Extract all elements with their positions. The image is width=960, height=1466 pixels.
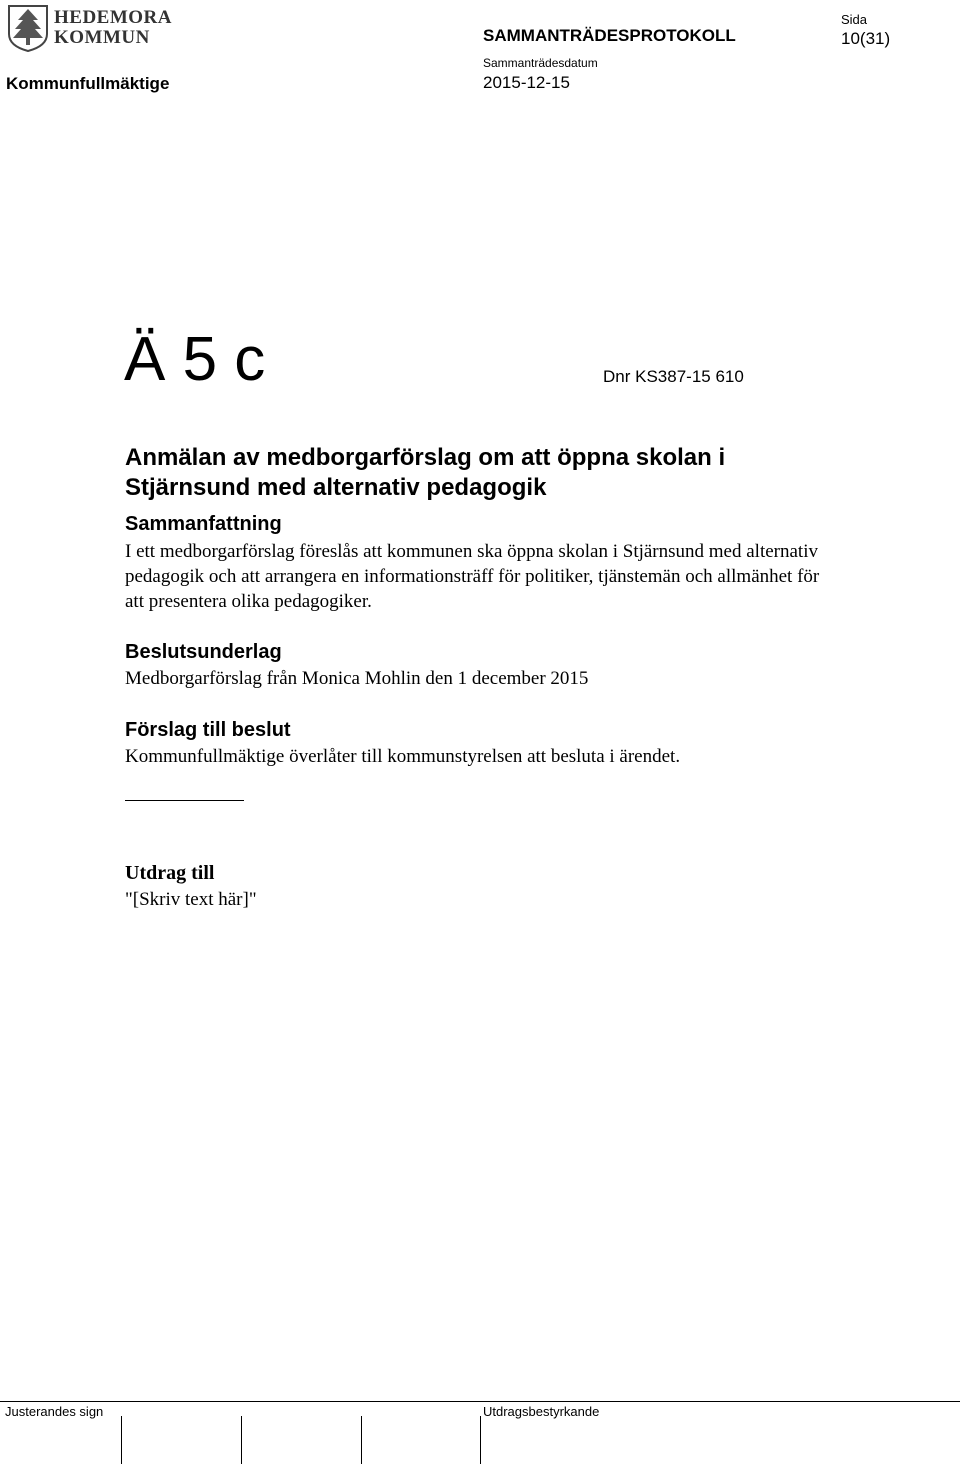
case-number: Dnr KS387-15 610 <box>603 367 744 386</box>
meeting-date-label: Sammanträdesdatum <box>483 56 598 70</box>
basis-heading: Beslutsunderlag <box>125 641 282 663</box>
signature-field-divider <box>121 1416 122 1464</box>
tree-logo-icon <box>6 4 50 52</box>
proposal-heading: Förslag till beslut <box>125 719 291 741</box>
logo-text-line1: HEDEMORA <box>54 7 172 28</box>
page-number: 10(31) <box>841 29 891 48</box>
extract-text: "[Skriv text här]" <box>125 889 257 910</box>
basis-text: Medborgarförslag från Monica Mohlin den 1 december 2015 <box>125 668 589 689</box>
proposal-text: Kommunfullmäktige överlåter till kommunstyrelsen att besluta i ärendet. <box>125 746 681 767</box>
extract-heading: Utdrag till <box>125 862 215 884</box>
divider <box>125 800 244 801</box>
signature-field-divider <box>480 1416 481 1464</box>
organization-unit: Kommunfullmäktige <box>6 74 170 93</box>
footer-divider <box>0 1401 960 1402</box>
item-number: Ä 5 c <box>124 325 266 394</box>
summary-heading: Sammanfattning <box>125 513 282 535</box>
justification-sign-label: Justerandes sign <box>5 1404 104 1419</box>
logo-text-line2: KOMMUN <box>54 27 150 48</box>
meeting-date: 2015-12-15 <box>483 73 570 92</box>
extract-certification-label: Utdragsbestyrkande <box>483 1404 600 1419</box>
page-label: Sida <box>841 12 868 27</box>
document-type: SAMMANTRÄDESPROTOKOLL <box>483 26 736 45</box>
summary-text: I ett medborgarförslag föreslås att kommunen ska öppna skolan i Stjärnsund med alternativ pedagogik och att arrangera en informationsträff för politiker, tjänstemän och allmänhet för att presentera olika pedagogiker. <box>125 541 820 612</box>
signature-field-divider <box>241 1416 242 1464</box>
page-title: Anmälan av medborgarförslag om att öppna skolan i Stjärnsund med alternativ pedagogik <box>125 444 726 501</box>
signature-field-divider <box>361 1416 362 1464</box>
